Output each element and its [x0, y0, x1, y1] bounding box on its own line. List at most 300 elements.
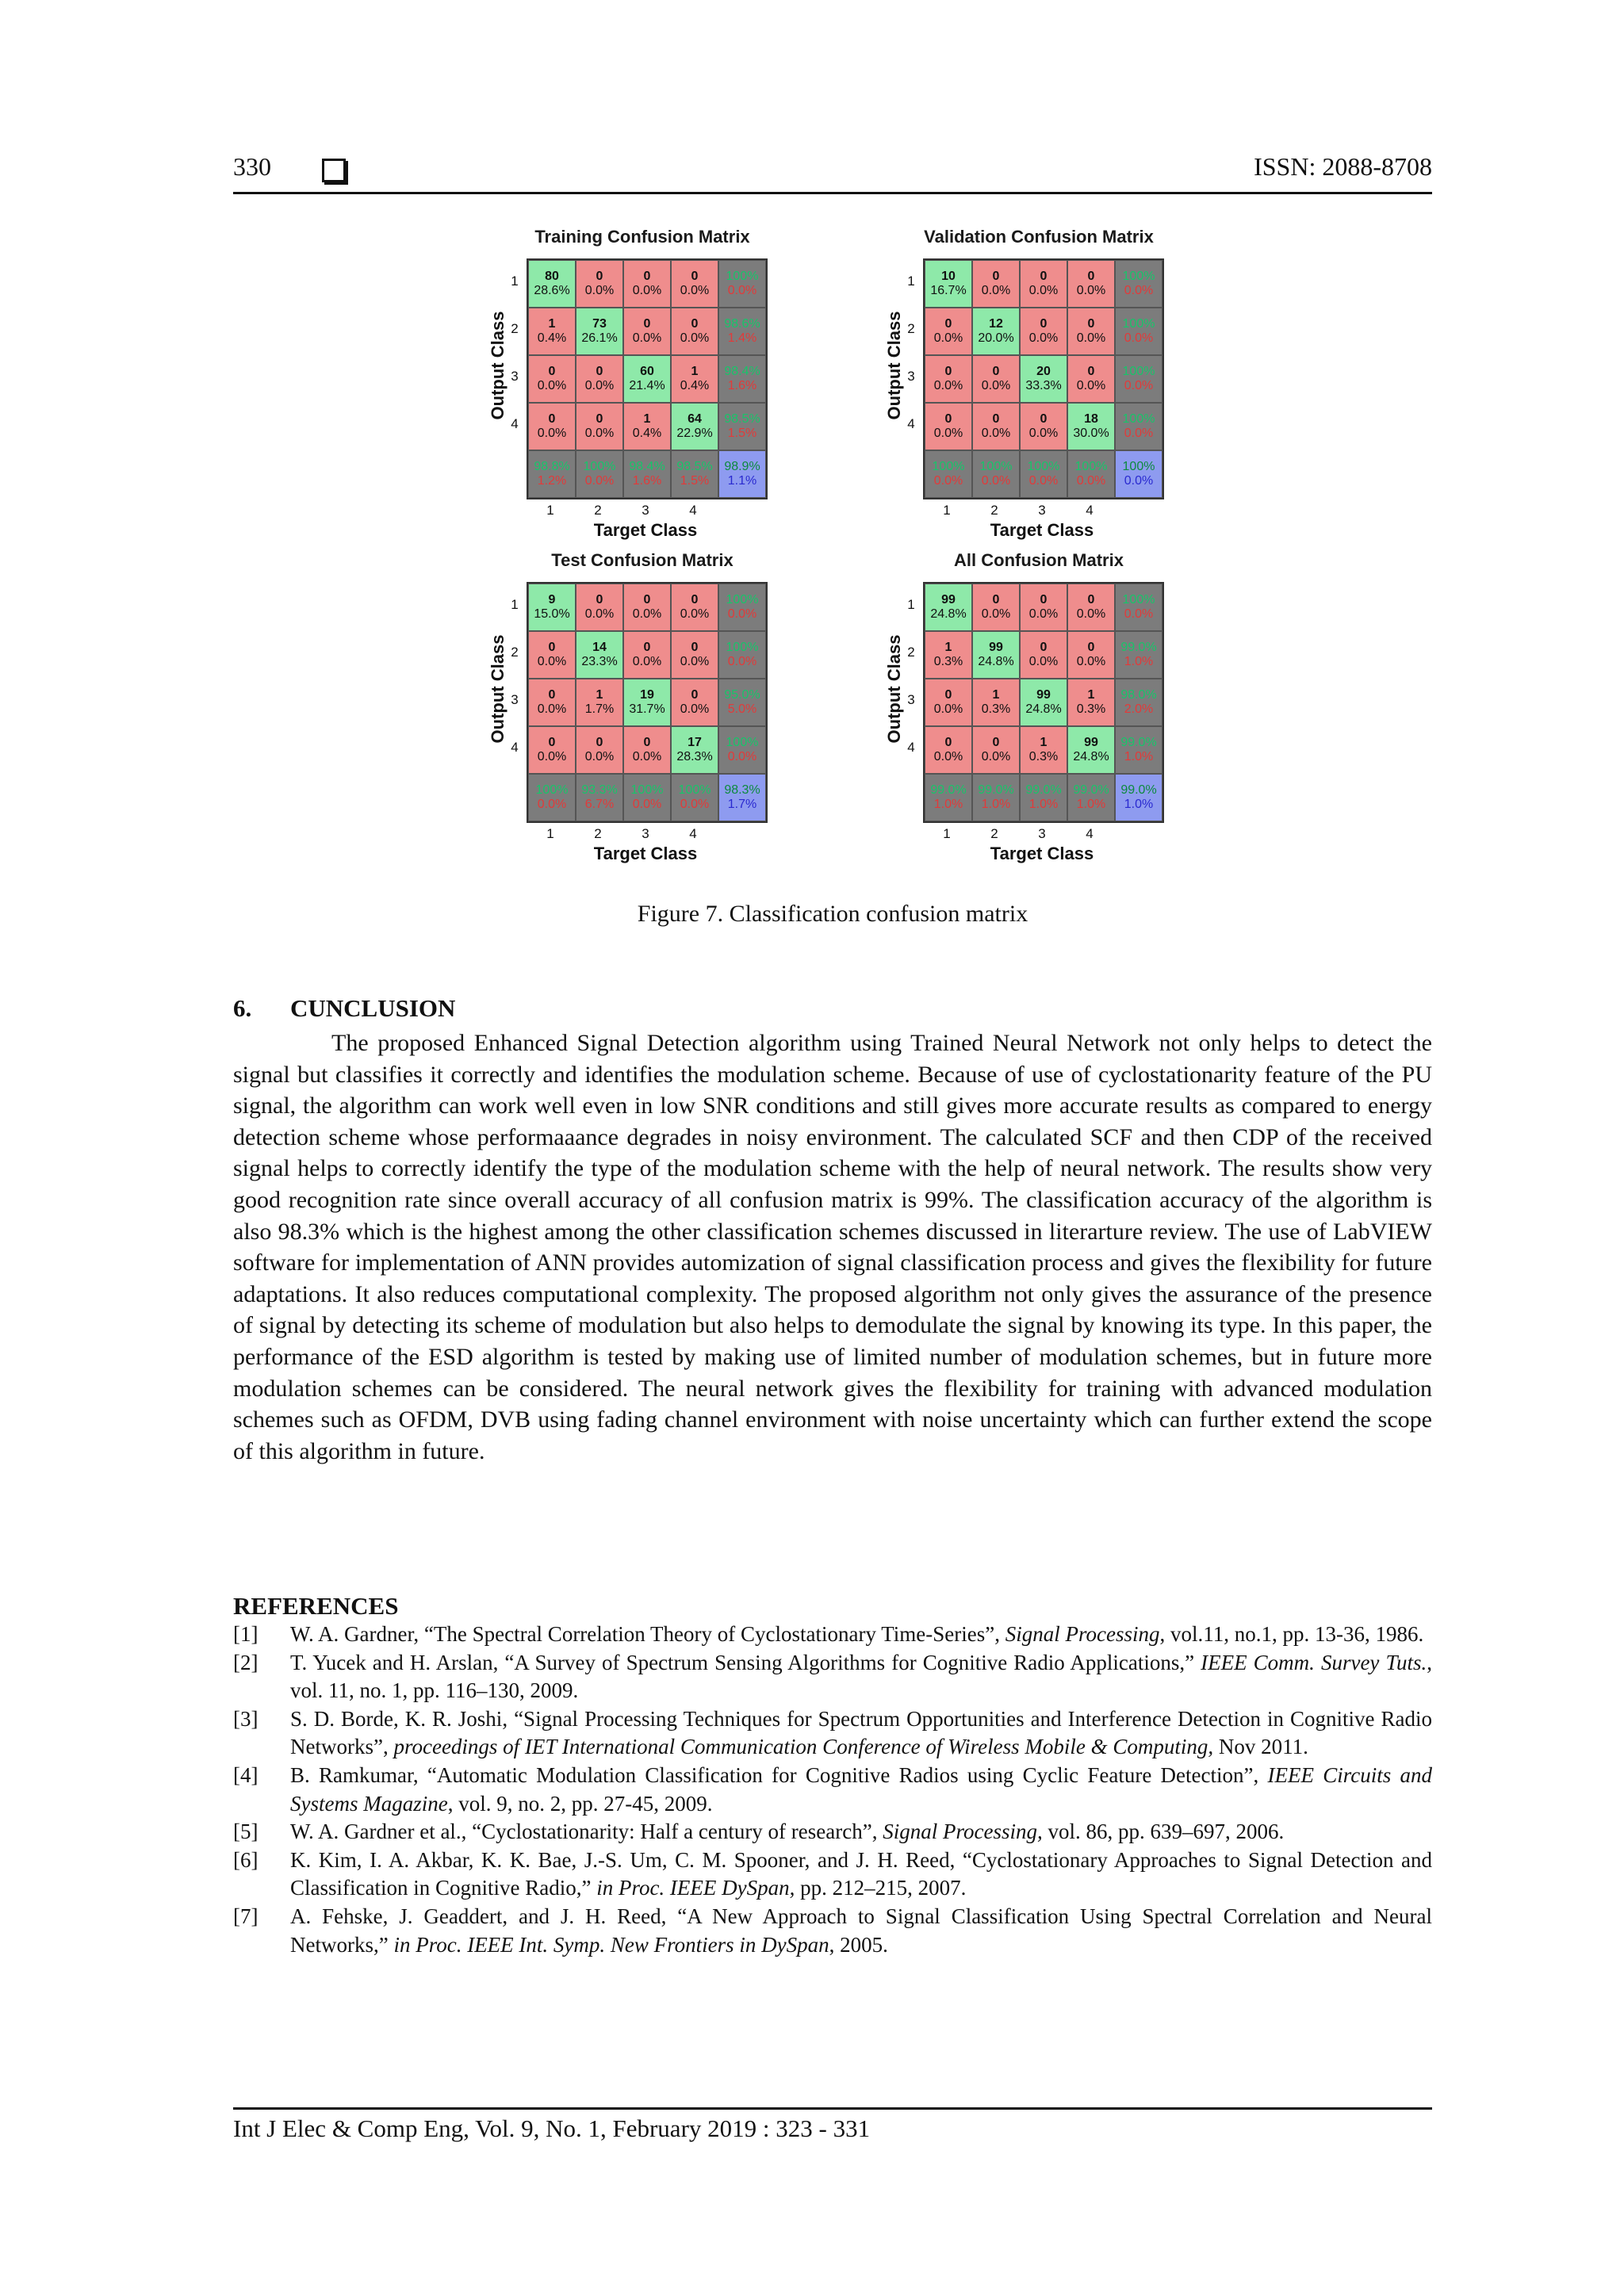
cell-count: 98.3% — [724, 783, 760, 797]
row-tick-label: 1 — [511, 274, 519, 289]
cell-percent: 33.3% — [1025, 379, 1062, 392]
cell-percent: 0.0% — [981, 750, 1011, 763]
row-tick-label: 4 — [511, 740, 519, 755]
column-tick-label: 1 — [943, 503, 951, 518]
row-tick-label: 3 — [511, 369, 519, 384]
matrix-cell — [576, 308, 623, 355]
cell-percent: 0.0% — [1124, 331, 1154, 345]
reference-details: pp. 212–215, 2007. — [795, 1876, 967, 1900]
matrix-cell — [623, 679, 671, 726]
cell-percent: 0.0% — [1076, 284, 1106, 297]
reference-authors-title: W. A. Gardner et al., “Cyclostationarity: Half a century of research”, — [290, 1820, 883, 1844]
cell-count: 99 — [1084, 736, 1098, 749]
reference-item — [233, 1903, 1432, 1959]
matrix-cell — [1020, 631, 1067, 679]
column-tick-labels — [527, 503, 717, 519]
reference-item — [233, 1649, 1432, 1705]
matrix-title: Validation Confusion Matrix — [924, 227, 1154, 247]
matrix-cell — [972, 403, 1020, 450]
matrix-cell — [718, 355, 766, 403]
matrix-cell — [718, 679, 766, 726]
column-tick-label: 2 — [990, 826, 998, 841]
cell-count: 98.5% — [724, 412, 760, 426]
cell-count: 0 — [548, 412, 556, 426]
cell-count: 0 — [643, 641, 651, 654]
x-axis-label: Target Class — [990, 844, 1094, 863]
cell-percent: 0.0% — [584, 379, 615, 392]
cell-percent: 24.8% — [930, 607, 967, 621]
cell-percent: 1.6% — [632, 474, 662, 488]
matrix-cell — [671, 355, 718, 403]
cell-percent: 0.0% — [584, 474, 615, 488]
reference-text — [290, 1818, 1432, 1846]
matrix-cell — [972, 355, 1020, 403]
matrix-cell — [1067, 403, 1115, 450]
page-footer: Int J Elec & Comp Eng, Vol. 9, No. 1, February 2019 : 323 - 331 — [233, 2107, 1432, 2143]
reference-details: , vol.11, no.1, pp. 13-36, 1986. — [1159, 1622, 1424, 1646]
matrix-cell — [925, 450, 972, 498]
matrix-cell — [528, 403, 576, 450]
reference-authors-title: W. A. Gardner, “The Spectral Correlation Theory of Cyclostationary Time-Series”, — [290, 1622, 1005, 1646]
cell-percent: 0.0% — [680, 655, 710, 668]
reference-number: [1] — [233, 1622, 259, 1646]
cell-count: 0 — [992, 365, 1000, 378]
cell-count: 0 — [1040, 317, 1048, 331]
reference-venue: in Proc. IEEE DySpan, — [596, 1876, 795, 1900]
matrix-cell — [1067, 260, 1115, 308]
matrix-cell — [1067, 450, 1115, 498]
cell-percent: 1.0% — [981, 798, 1011, 811]
matrix-cell — [528, 308, 576, 355]
row-tick-label: 4 — [511, 416, 519, 431]
matrix-cell — [925, 403, 972, 450]
column-tick-label: 1 — [546, 826, 554, 841]
test-confusion-matrix — [476, 544, 809, 861]
column-tick-label: 3 — [1038, 826, 1046, 841]
cell-count: 99 — [989, 641, 1003, 654]
cell-percent: 5.0% — [727, 702, 757, 716]
cell-percent: 0.0% — [1028, 331, 1059, 345]
reference-number: [4] — [233, 1762, 259, 1787]
cell-percent: 0.0% — [933, 702, 963, 716]
matrix-cell — [718, 403, 766, 450]
cell-count: 0 — [596, 365, 603, 378]
cell-percent: 26.1% — [581, 331, 618, 345]
cell-count: 0 — [1087, 593, 1095, 607]
column-tick-label: 4 — [1086, 503, 1094, 518]
cell-count: 0 — [944, 736, 952, 749]
matrix-cell — [528, 774, 576, 821]
matrix-cell — [972, 450, 1020, 498]
cell-percent: 0.0% — [537, 655, 567, 668]
cell-percent: 28.6% — [534, 284, 570, 297]
cell-percent: 30.0% — [1073, 427, 1109, 440]
column-tick-labels — [923, 503, 1113, 519]
column-tick-label: 4 — [689, 826, 697, 841]
column-tick-label: 2 — [990, 503, 998, 518]
cell-count: 99.0% — [1025, 783, 1062, 797]
cell-count: 0 — [992, 593, 1000, 607]
cell-count: 95.0% — [724, 688, 760, 702]
cell-count: 98.0% — [1120, 688, 1157, 702]
cell-percent: 0.0% — [727, 750, 757, 763]
matrix-cell — [576, 679, 623, 726]
cell-percent: 1.2% — [537, 474, 567, 488]
matrix-cell — [1020, 726, 1067, 774]
matrix-cell — [623, 774, 671, 821]
matrix-cell — [528, 679, 576, 726]
cell-percent: 22.9% — [676, 427, 713, 440]
row-tick-label: 4 — [907, 740, 915, 755]
cell-percent: 0.0% — [1124, 379, 1154, 392]
cell-count: 0 — [1040, 270, 1048, 283]
matrix-cell — [1067, 774, 1115, 821]
reference-authors-title: T. Yucek and H. Arslan, “A Survey of Spectrum Sensing Algorithms for Cognitive Radio Applications,” — [290, 1650, 1201, 1674]
cell-percent: 0.0% — [1028, 607, 1059, 621]
page-header — [233, 152, 1432, 194]
matrix-cell — [576, 726, 623, 774]
matrix-cell — [671, 726, 718, 774]
row-tick-label: 3 — [511, 692, 519, 707]
cell-percent: 0.0% — [933, 427, 963, 440]
matrix-cell — [671, 584, 718, 631]
cell-count: 1 — [944, 641, 952, 654]
cell-percent: 1.0% — [933, 798, 963, 811]
cell-percent: 23.3% — [581, 655, 618, 668]
cell-count: 0 — [596, 270, 603, 283]
matrix-cell — [925, 726, 972, 774]
column-tick-labels — [923, 826, 1113, 842]
matrix-cell — [972, 774, 1020, 821]
reference-item — [233, 1621, 1432, 1649]
reference-authors-title: A. Fehske, J. Geaddert, and J. H. Reed, “A New Approach to Signal Classification Using Spectral Correlation and Neural Networks,” — [290, 1904, 1432, 1957]
cell-percent: 0.0% — [981, 607, 1011, 621]
matrix-cell — [623, 631, 671, 679]
reference-text — [290, 1621, 1432, 1649]
cell-count: 0 — [1087, 365, 1095, 378]
matrix-cell — [528, 631, 576, 679]
cell-percent: 0.0% — [981, 474, 1011, 488]
reference-authors-title: K. Kim, I. A. Akbar, K. K. Bae, J.-S. Um, C. M. Spooner, and J. H. Reed, “Cyclostationary Approaches to Signal Detection and Classification in Cognitive Radio,” — [290, 1847, 1432, 1900]
matrix-cell — [528, 584, 576, 631]
matrix-cell — [718, 631, 766, 679]
cell-percent: 0.3% — [933, 655, 963, 668]
cell-count: 0 — [643, 317, 651, 331]
cell-percent: 0.0% — [981, 427, 1011, 440]
matrix-cell — [623, 355, 671, 403]
cell-percent: 15.0% — [534, 607, 570, 621]
cell-count: 0 — [643, 736, 651, 749]
reference-text — [290, 1846, 1432, 1903]
cell-count: 98.8% — [534, 460, 570, 473]
cell-percent: 0.0% — [1076, 331, 1106, 345]
matrix-cell — [623, 308, 671, 355]
matrix-cell — [671, 308, 718, 355]
y-axis-label: Output Class — [488, 634, 508, 744]
matrix-grid — [527, 582, 768, 823]
matrix-cell — [671, 450, 718, 498]
cell-percent: 24.8% — [1073, 750, 1109, 763]
reference-venue: Signal Processing — [1005, 1622, 1160, 1646]
cell-percent: 0.0% — [680, 607, 710, 621]
cell-count: 99 — [1036, 688, 1051, 702]
cell-count: 98.5% — [676, 460, 713, 473]
matrix-cell — [718, 308, 766, 355]
matrix-cell — [972, 726, 1020, 774]
cell-percent: 0.0% — [584, 427, 615, 440]
matrix-cell — [925, 308, 972, 355]
cell-percent: 0.0% — [680, 702, 710, 716]
column-tick-label: 1 — [943, 826, 951, 841]
matrix-cell — [576, 450, 623, 498]
cell-percent: 0.0% — [632, 655, 662, 668]
cell-count: 100% — [1122, 270, 1155, 283]
matrix-cell — [718, 726, 766, 774]
matrix-cell — [1115, 584, 1162, 631]
reference-text — [290, 1762, 1432, 1818]
reference-text — [290, 1649, 1432, 1705]
cell-percent: 0.0% — [632, 798, 662, 811]
cell-percent: 0.0% — [1076, 474, 1106, 488]
cell-percent: 0.0% — [727, 284, 757, 297]
cell-percent: 0.0% — [632, 607, 662, 621]
matrix-cell — [671, 403, 718, 450]
cell-count: 99.0% — [978, 783, 1014, 797]
cell-percent: 1.1% — [727, 474, 757, 488]
cell-count: 0 — [944, 317, 952, 331]
matrix-cell — [1020, 679, 1067, 726]
matrix-cell — [1020, 260, 1067, 308]
reference-details: Nov 2011. — [1213, 1735, 1308, 1759]
cell-count: 0 — [1087, 641, 1095, 654]
cell-count: 0 — [691, 641, 699, 654]
reference-venue: IEEE Circuits and Systems Magazine — [290, 1762, 1432, 1816]
reference-venue: proceedings of IET International Communication Conference of Wireless Mobile & Computing, — [393, 1735, 1214, 1759]
y-axis-label: Output Class — [884, 311, 904, 420]
column-tick-label: 3 — [1038, 503, 1046, 518]
matrix-cell — [925, 584, 972, 631]
matrix-cell — [718, 774, 766, 821]
matrix-cell — [1115, 403, 1162, 450]
matrix-cell — [623, 584, 671, 631]
matrix-cell — [1067, 308, 1115, 355]
cell-percent: 0.3% — [1076, 702, 1106, 716]
matrix-cell — [528, 260, 576, 308]
matrix-cell — [576, 403, 623, 450]
reference-item — [233, 1818, 1432, 1846]
reference-number: [5] — [233, 1820, 259, 1844]
cell-count: 0 — [596, 593, 603, 607]
cell-percent: 0.0% — [537, 702, 567, 716]
matrix-cell — [623, 450, 671, 498]
cell-percent: 0.0% — [680, 284, 710, 297]
cell-percent: 0.0% — [933, 331, 963, 345]
cell-percent: 0.0% — [981, 284, 1011, 297]
column-tick-label: 1 — [546, 503, 554, 518]
cell-count: 100% — [726, 736, 759, 749]
reference-item — [233, 1846, 1432, 1903]
row-tick-label: 2 — [907, 645, 915, 660]
cell-percent: 24.8% — [978, 655, 1014, 668]
cell-percent: 0.0% — [584, 607, 615, 621]
cell-count: 73 — [592, 317, 607, 331]
cell-percent: 1.7% — [584, 702, 615, 716]
cell-percent: 6.7% — [584, 798, 615, 811]
matrix-cell — [925, 774, 972, 821]
cell-count: 100% — [678, 783, 711, 797]
matrix-cell — [1067, 679, 1115, 726]
matrix-grid — [923, 258, 1164, 499]
cell-percent: 0.0% — [727, 655, 757, 668]
cell-count: 100% — [1122, 593, 1155, 607]
matrix-title: All Confusion Matrix — [954, 550, 1124, 570]
matrix-cell — [972, 679, 1020, 726]
x-axis-label: Target Class — [593, 520, 698, 540]
cell-count: 0 — [548, 736, 556, 749]
cell-percent: 0.0% — [537, 427, 567, 440]
cell-count: 0 — [1040, 593, 1048, 607]
cell-percent: 0.0% — [1028, 427, 1059, 440]
cell-percent: 0.0% — [632, 284, 662, 297]
matrix-cell — [925, 355, 972, 403]
cell-count: 99 — [941, 593, 956, 607]
training-confusion-matrix — [476, 220, 809, 538]
page-number: 330 — [233, 152, 271, 181]
cell-count: 99.0% — [1120, 641, 1157, 654]
cell-count: 0 — [1040, 412, 1048, 426]
row-tick-label: 1 — [907, 597, 915, 612]
column-tick-label: 2 — [594, 826, 602, 841]
cell-count: 0 — [992, 270, 1000, 283]
figure-caption: Figure 7. Classification confusion matrix — [637, 901, 1028, 927]
conclusion-paragraph: The proposed Enhanced Signal Detection algorithm using Trained Neural Network not only helps to detect the signal but classifies it correctly and identifies the modulation scheme. Because of use of cyclostationarity feature of the PU signal, the algorithm can work well even in low SNR conditions and still gives more accurate results as compared to energy detection scheme whose performaaance degrades in noisy environment. The calculated SCF and then CDP of the received signal helps to correctly identify the type of the modulation scheme with the help of neural network. The results show very good recognition rate since overall accuracy of all confusion matrix is 99%. The classification accuracy of the algorithm is also 98.3% which is the highest among the other classification schemes discussed in literarture review. The use of LabVIEW software for implementation of ANN provides automization of signal classification process and gives the flexibility for future adaptations. It also reduces computational complexity. The proposed algorithm not only gives the assurance of the presence of signal by detecting its scheme of modulation but also helps to demodulate the signal by knowing its type. In this paper, the performance of the ESD algorithm is tested by making use of limited number of modulation schemes, but in future more modulation schemes can be considered. The neural network gives the flexibility for training with advanced modulation schemes such as OFDM, DVB using fading channel environment with noise uncertainty which can further extend the scope of this algorithm in future. — [233, 1030, 1432, 1464]
cell-count: 100% — [1074, 460, 1108, 473]
matrix-cell — [576, 260, 623, 308]
cell-count: 1 — [1087, 688, 1095, 702]
matrix-cell — [671, 631, 718, 679]
cell-count: 100% — [1122, 365, 1155, 378]
x-axis-label: Target Class — [593, 844, 698, 863]
column-tick-label: 3 — [642, 826, 649, 841]
matrix-cell — [972, 260, 1020, 308]
cell-count: 0 — [691, 593, 699, 607]
cell-count: 0 — [1087, 317, 1095, 331]
cell-percent: 0.3% — [981, 702, 1011, 716]
y-axis-label: Output Class — [884, 634, 904, 744]
cell-count: 98.6% — [724, 317, 760, 331]
confusion-matrix-figure — [476, 220, 1205, 871]
cell-count: 18 — [1084, 412, 1098, 426]
cell-percent: 0.0% — [584, 750, 615, 763]
cell-percent: 0.0% — [632, 331, 662, 345]
row-tick-label: 4 — [907, 416, 915, 431]
cell-count: 100% — [630, 783, 664, 797]
reference-number: [3] — [233, 1706, 259, 1731]
cell-count: 99.0% — [1120, 736, 1157, 749]
row-tick-label: 1 — [907, 274, 915, 289]
cell-count: 80 — [545, 270, 559, 283]
cell-count: 64 — [688, 412, 702, 426]
cell-count: 0 — [691, 317, 699, 331]
reference-item — [233, 1705, 1432, 1762]
cell-count: 10 — [941, 270, 956, 283]
cell-percent: 0.4% — [632, 427, 662, 440]
matrix-cell — [1020, 774, 1067, 821]
matrix-title: Test Confusion Matrix — [551, 550, 733, 570]
cell-count: 60 — [640, 365, 654, 378]
matrix-cell — [972, 631, 1020, 679]
cell-count: 0 — [992, 412, 1000, 426]
matrix-cell — [1115, 355, 1162, 403]
cell-percent: 1.6% — [727, 379, 757, 392]
cell-count: 0 — [1040, 641, 1048, 654]
reference-text — [290, 1903, 1432, 1959]
matrix-cell — [925, 631, 972, 679]
cell-count: 1 — [1040, 736, 1048, 749]
validation-confusion-matrix — [872, 220, 1205, 538]
cell-count: 0 — [643, 270, 651, 283]
cell-count: 0 — [691, 270, 699, 283]
cell-percent: 20.0% — [978, 331, 1014, 345]
cell-percent: 0.0% — [1076, 379, 1106, 392]
row-tick-label: 1 — [511, 597, 519, 612]
cell-count: 0 — [596, 736, 603, 749]
matrix-cell — [671, 679, 718, 726]
cell-count: 100% — [979, 460, 1013, 473]
matrix-cell — [1020, 403, 1067, 450]
references-heading: REFERENCES — [233, 1592, 399, 1620]
cell-count: 100% — [726, 641, 759, 654]
issn: ISSN: 2088-8708 — [1254, 152, 1432, 181]
cell-count: 0 — [992, 736, 1000, 749]
column-tick-label: 4 — [1086, 826, 1094, 841]
cell-count: 1 — [643, 412, 651, 426]
y-axis-label: Output Class — [488, 311, 508, 420]
row-tick-label: 2 — [511, 321, 519, 336]
cell-count: 1 — [548, 317, 556, 331]
cell-count: 99.0% — [930, 783, 967, 797]
matrix-cell — [1067, 631, 1115, 679]
cell-percent: 0.0% — [537, 798, 567, 811]
matrix-cell — [1020, 450, 1067, 498]
matrix-cell — [1115, 260, 1162, 308]
cell-percent: 0.0% — [680, 331, 710, 345]
cell-count: 93.3% — [581, 783, 618, 797]
matrix-cell — [1115, 308, 1162, 355]
matrix-cell — [1020, 584, 1067, 631]
cell-percent: 1.5% — [680, 474, 710, 488]
cell-count: 0 — [944, 688, 952, 702]
matrix-cell — [1115, 774, 1162, 821]
cell-count: 100% — [1122, 460, 1155, 473]
matrix-grid — [923, 582, 1164, 823]
cell-percent: 24.8% — [1025, 702, 1062, 716]
cell-count: 14 — [592, 641, 607, 654]
matrix-grid — [527, 258, 768, 499]
cell-percent: 1.0% — [1124, 655, 1154, 668]
cell-count: 100% — [726, 593, 759, 607]
matrix-cell — [576, 584, 623, 631]
matrix-cell — [718, 260, 766, 308]
cell-count: 19 — [640, 688, 654, 702]
column-tick-label: 3 — [642, 503, 649, 518]
cell-percent: 0.0% — [1028, 284, 1059, 297]
cell-count: 100% — [726, 270, 759, 283]
cell-count: 99.0% — [1073, 783, 1109, 797]
reference-number: [7] — [233, 1904, 259, 1928]
cell-percent: 0.0% — [1124, 607, 1154, 621]
column-tick-label: 4 — [689, 503, 697, 518]
